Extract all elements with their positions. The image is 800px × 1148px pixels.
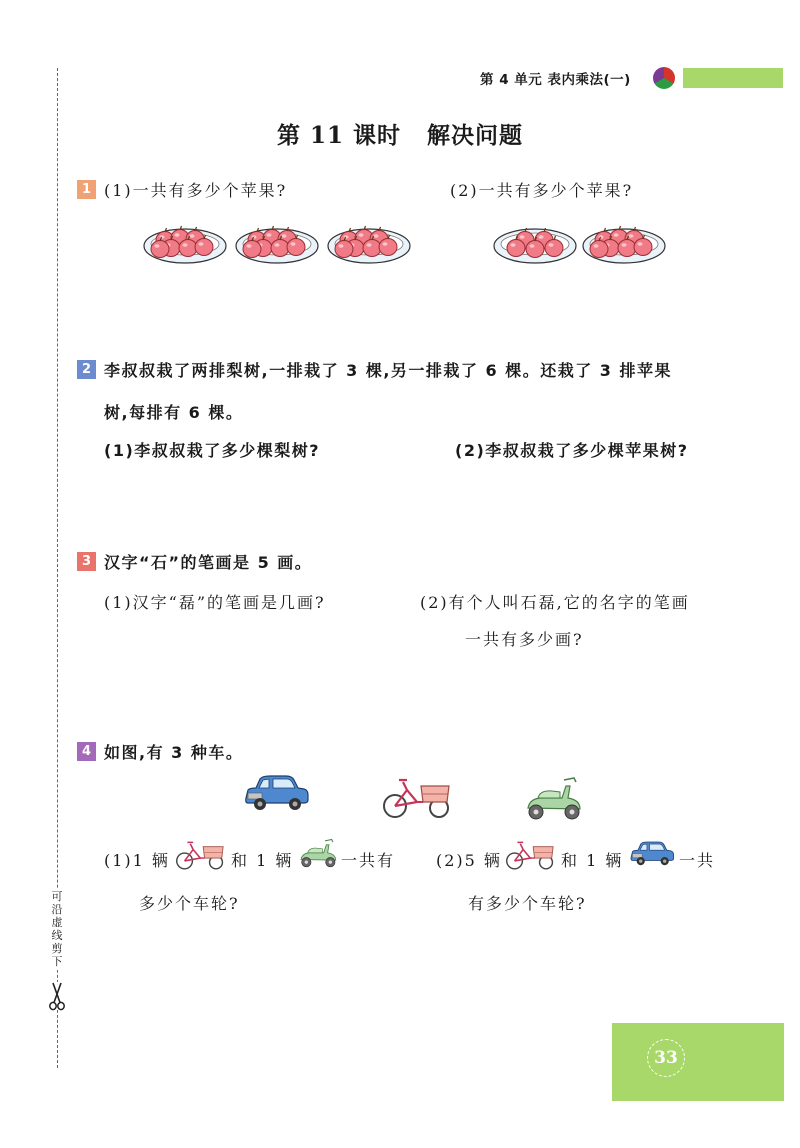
scooter-icon (522, 776, 582, 822)
apple-plate-icon (144, 226, 226, 263)
tricycle-icon (383, 774, 453, 820)
page-number: 33 (647, 1039, 685, 1077)
apple-plate-icon (583, 226, 665, 263)
scissors-icon (47, 982, 67, 1010)
header-accent-bar (683, 68, 783, 88)
q4-text-line1: 如图,有 3 种车。 (104, 743, 244, 762)
q4-sub1-part-c: 一共有 (341, 851, 396, 870)
q3-text-line1: 汉字“石”的笔画是 5 画。 (104, 553, 313, 572)
q4-sub1-part-b: 和 1 辆 (231, 851, 294, 870)
question-number-4: 4 (77, 742, 96, 761)
scooter-icon (297, 838, 337, 869)
q4-sub2-part-a: (2)5 辆 (436, 851, 502, 870)
apple-plate-icon (494, 228, 576, 263)
apple-plate-icon (328, 226, 410, 263)
page-number-box (612, 1023, 784, 1101)
q1-sub1: (1)一共有多少个苹果? (104, 181, 288, 200)
unit-ball-icon (653, 67, 675, 89)
car-icon (240, 776, 310, 814)
q2-sub1: (1)李叔叔栽了多少棵梨树? (104, 441, 321, 460)
q3-sub1: (1)汉字“磊”的笔画是几画? (104, 593, 326, 612)
apple-plates-group-2 (490, 210, 670, 270)
question-number-2: 2 (77, 360, 96, 379)
q4-sub1-line2: 多少个车轮? (139, 894, 240, 913)
q2-sub2: (2)李叔叔栽了多少棵苹果树? (455, 441, 689, 460)
unit-heading: 第 4 单元 表内乘法(一) (480, 72, 631, 88)
tricycle-icon (506, 838, 556, 871)
q4-sub2-line2: 有多少个车轮? (468, 894, 587, 913)
q2-text-line1: 李叔叔栽了两排梨树,一排栽了 3 棵,另一排栽了 6 棵。还栽了 3 排苹果 (104, 361, 672, 380)
q3-sub2-line2: 一共有多少画? (465, 630, 584, 649)
lesson-title: 第 11 课时 解决问题 (276, 122, 524, 149)
q4-sub1-part-a: (1)1 辆 (104, 851, 170, 870)
q2-text-line2: 树,每排有 6 棵。 (104, 403, 244, 422)
tricycle-icon (176, 838, 226, 871)
apple-plate-icon (236, 226, 318, 263)
apple-plates-group-1 (140, 210, 415, 270)
q4-sub2-part-c: 一共 (679, 851, 716, 870)
question-number-1: 1 (77, 180, 96, 199)
q4-sub2-part-b: 和 1 辆 (561, 851, 624, 870)
question-number-3: 3 (77, 552, 96, 571)
q3-sub2-line1: (2)有个人叫石磊,它的名字的笔画 (420, 593, 690, 612)
car-icon (627, 842, 675, 868)
q1-sub2: (2)一共有多少个苹果? (450, 181, 634, 200)
cut-hint: 可 沿 虚 线 剪 下 (51, 890, 63, 968)
